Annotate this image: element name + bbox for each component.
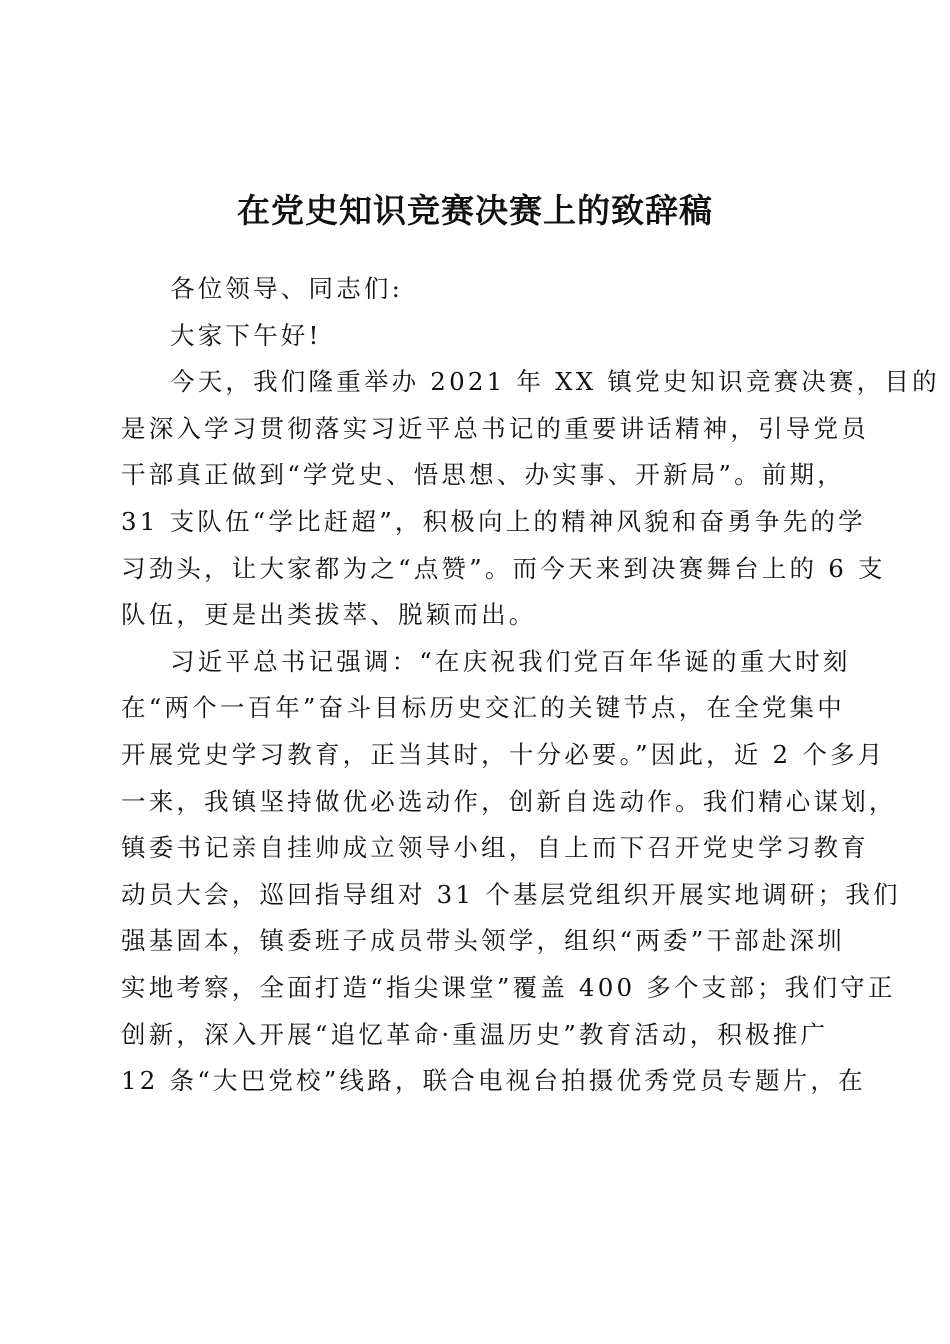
paragraph-line: 开展党史学习教育，正当其时，十分必要。”因此，近 2 个多月 [121,739,886,769]
paragraph-line: 动员大会，巡回指导组对 31 个基层党组织开展实地调研；我们 [121,879,901,909]
paragraph-line: 干部真正做到“学党史、悟思想、办实事、开新局”。前期， [121,460,845,490]
paragraph-line: 镇委书记亲自挂帅成立领导小组，自上而下召开党史学习教育 [121,833,869,863]
document-body [121,266,940,1105]
paragraph-line: 强基固本，镇委班子成员带头领学，组织“两委”干部赴深圳 [121,926,845,956]
paragraph-line: 一来，我镇坚持做优必选动作，创新自选动作。我们精心谋划， [121,786,897,816]
paragraph-line: 31 支队伍“学比赶超”，积极向上的精神风貌和奋勇争先的学 [121,506,866,536]
greeting-line: 大家下午好! [170,320,322,350]
paragraph-line: 创新，深入开展“追忆革命·重温历史”教育活动，积极推广 [121,1019,829,1049]
paragraph-line: 12 条“大巴党校”线路，联合电视台拍摄优秀党员专题片，在 [121,1066,866,1096]
paragraph-line: 队伍，更是出类拔萃、脱颖而出。 [121,600,537,630]
paragraph-line: 习劲头，让大家都为之“点赞”。而今天来到决赛舞台上的 6 支 [121,553,886,583]
paragraph-line: 习近平总书记强调：“在庆祝我们党百年华诞的重大时刻 [170,646,851,676]
paragraph-line: 今天，我们隆重举办 2021 年 XX 镇党史知识竞赛决赛，目的 [170,367,940,397]
salutation-line: 各位领导、同志们: [170,274,404,303]
paragraph-line: 是深入学习贯彻落实习近平总书记的重要讲话精神，引导党员 [121,413,869,443]
paragraph-line: 在“两个一百年”奋斗目标历史交汇的关键节点，在全党集中 [121,693,845,723]
paragraph-line: 实地考察，全面打造“指尖课堂”覆盖 400 多个支部；我们守正 [121,972,896,1002]
document-title: 在党史知识竞赛决赛上的致辞稿 [237,191,713,230]
